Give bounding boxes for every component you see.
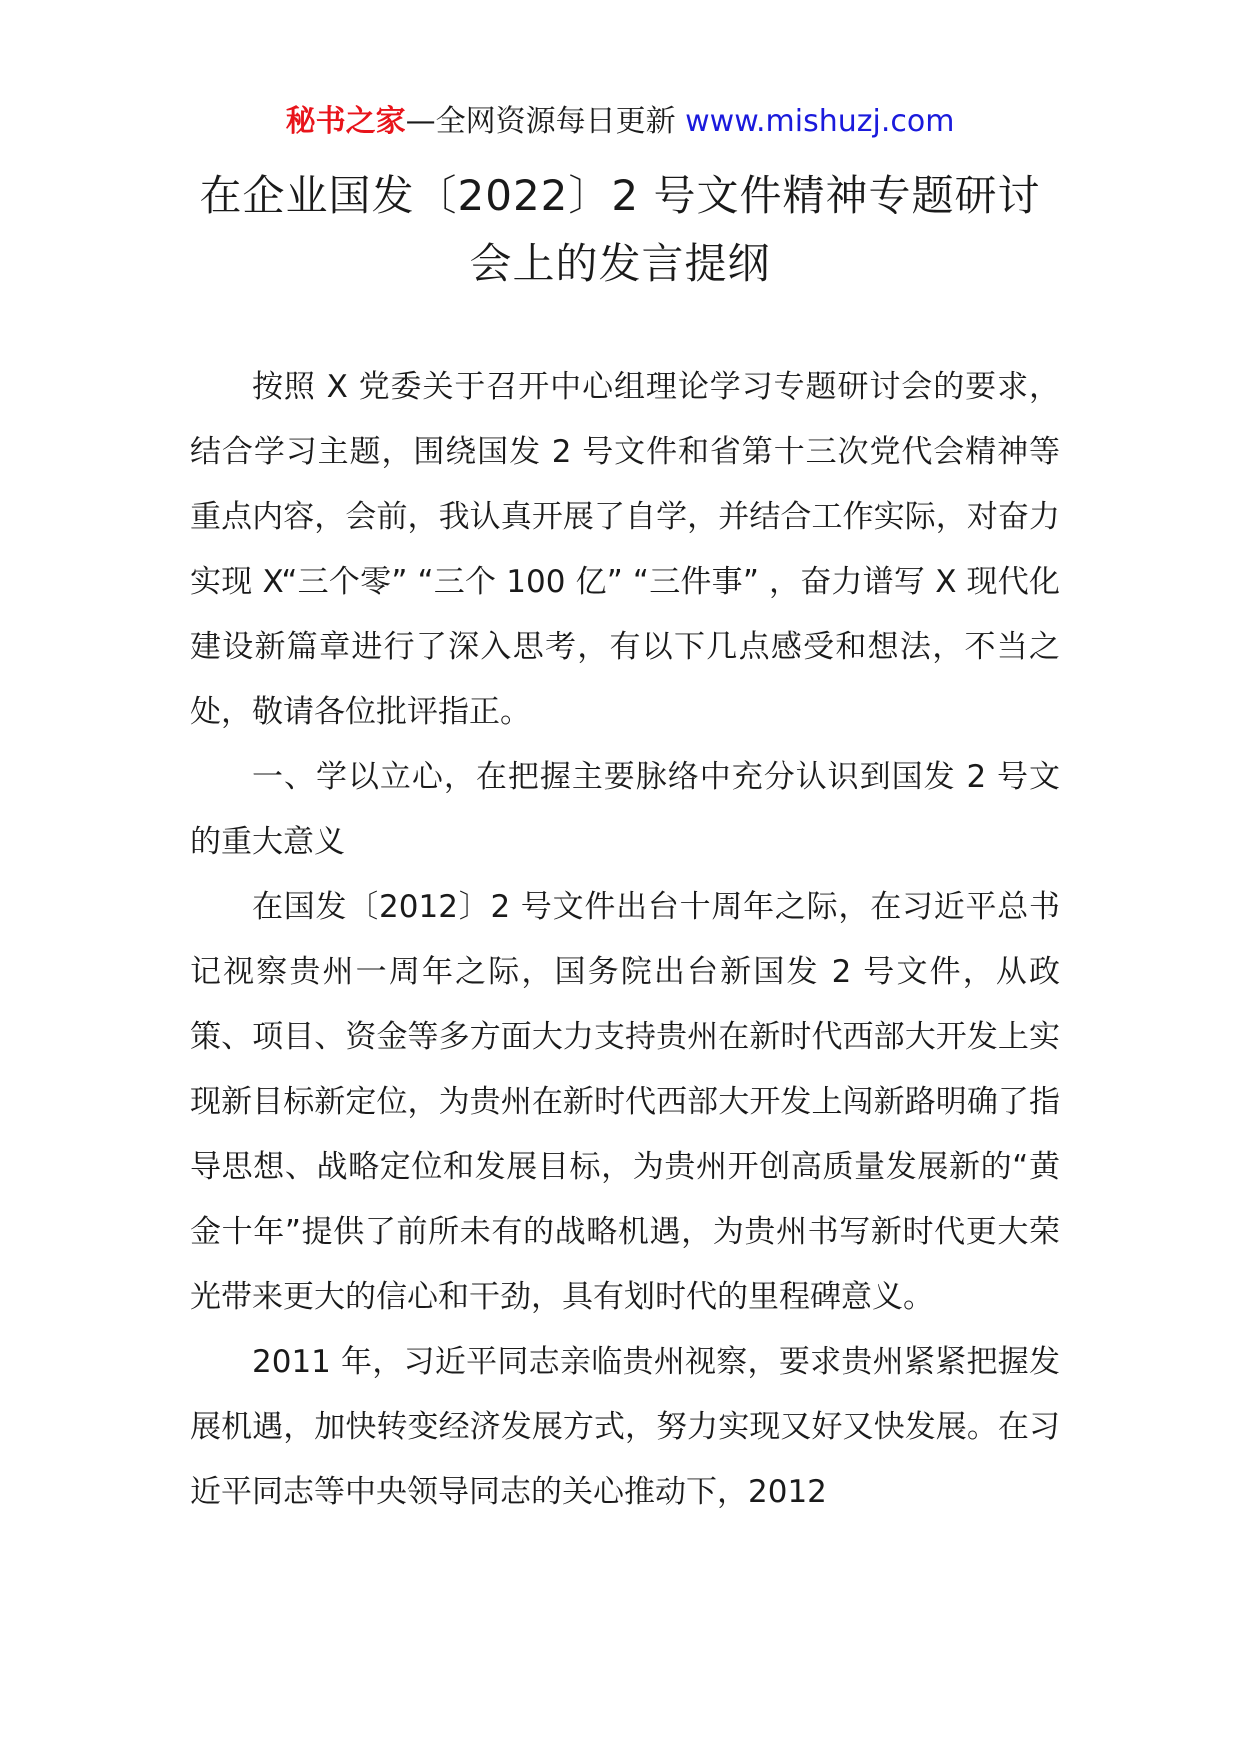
- site-header: [0, 100, 1240, 144]
- document-title: [150, 162, 1090, 298]
- paragraph-history: 2011 年，习近平同志亲临贵州视察，要求贵州紧紧把握发展机遇，加快转变经济发展方式，努力实现又好又快发展。在习近平同志等中央领导同志的关心推动下，2012: [190, 1344, 1060, 1510]
- brand-name: 秘书之家: [285, 104, 406, 139]
- paragraph-background: 在国发〔2012〕2 号文件出台十周年之际，在习近平总书记视察贵州一周年之际，国务院出台新国发 2 号文件，从政策、项目、资金等多方面大力支持贵州在新时代西部大开发上实现新目标新定位，为贵州在新时代西部大开发上闯新路明确了指导思想、战略定位和发展目标，为贵州开创高质量发展新的“黄金十年”提供了前所未有的战略机遇，为贵州书写新时代更大荣光带来更大的信心和干劲，具有划时代的里程碑意义。: [190, 889, 1060, 1315]
- paragraph-intro: 按照 X 党委关于召开中心组理论学习专题研讨会的要求，结合学习主题，围绕国发 2 号文件和省第十三次党代会精神等重点内容，会前，我认真开展了自学，并结合工作实际，对奋力实现 X“三个零” “三个 100 亿” “三件事” ，奋力谱写 X 现代化建设新篇章进行了深入思考，有以下几点感受和想法，不当之处，敬请各位批评指正。: [190, 369, 1060, 730]
- title-line-1: 在企业国发〔2022〕2 号文件精神专题研讨: [199, 171, 1041, 220]
- document-body: [190, 355, 1060, 1525]
- site-url-link[interactable]: www.mishuzj.com: [685, 104, 955, 139]
- title-line-2: 会上的发言提纲: [469, 239, 771, 288]
- section-heading-1: 一、学以立心，在把握主要脉络中充分认识到国发 2 号文的重大意义: [190, 759, 1060, 860]
- header-tagline: —全网资源每日更新: [405, 104, 686, 139]
